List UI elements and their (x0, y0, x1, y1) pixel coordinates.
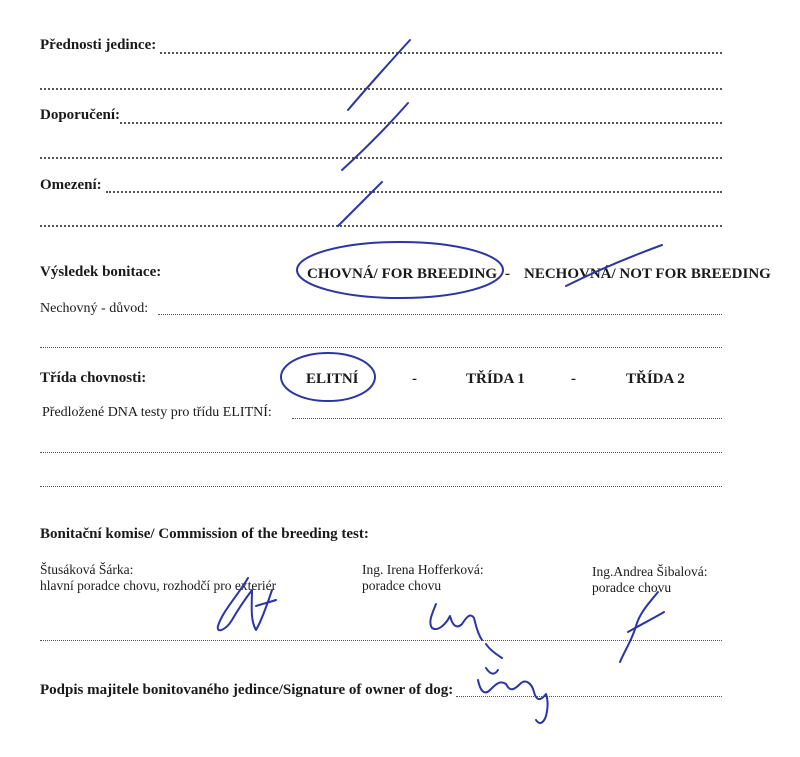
doporuceni-label: Doporučení: (40, 107, 120, 123)
member-1-role: hlavní poradce chovu, rozhodčí pro exteriér (40, 578, 277, 593)
prednosti-label: Přednosti jedince: (40, 37, 157, 53)
nechovny-line-2[interactable] (40, 347, 722, 348)
member-2-role: poradce chovu (362, 578, 442, 593)
class-1[interactable]: TŘÍDA 1 (466, 371, 525, 387)
strike-slash-doporuceni (342, 103, 408, 170)
class-elite[interactable]: ELITNÍ (306, 371, 359, 387)
trida-label: Třída chovnosti: (40, 370, 147, 386)
omezeni-label: Omezení: (40, 177, 102, 193)
owner-signature-line[interactable] (456, 696, 722, 697)
signature-3 (620, 592, 664, 662)
omezeni-line-2[interactable] (40, 225, 722, 227)
class-2[interactable]: TŘÍDA 2 (626, 371, 685, 387)
prednosti-line-1[interactable] (160, 52, 722, 54)
nechovny-duvod-label: Nechovný - důvod: (40, 301, 149, 316)
doporuceni-line-2[interactable] (40, 157, 722, 159)
member-3-name: Ing.Andrea Šibalová: (592, 564, 708, 579)
dna-line-2[interactable] (40, 452, 722, 453)
dna-label: Předložené DNA testy pro třídu ELITNÍ: (42, 405, 272, 420)
option-separator: - (505, 266, 510, 282)
vysledek-label: Výsledek bonitace: (40, 264, 162, 280)
commission-signature-line[interactable] (40, 640, 722, 641)
strike-slash-prednosti (348, 40, 410, 110)
option-for-breeding[interactable]: CHOVNÁ/ FOR BREEDING (307, 266, 498, 282)
owner-signature-label: Podpis majitele bonitovaného jedince/Signature of owner of dog: (40, 682, 454, 698)
class-separator-1: - (412, 371, 417, 387)
omezeni-line-1[interactable] (106, 191, 722, 193)
member-1-name: Štusáková Šárka: (40, 562, 134, 577)
commission-heading: Bonitační komise/ Commission of the breeding test: (40, 526, 369, 542)
signature-2 (430, 604, 502, 658)
prednosti-line-2[interactable] (40, 88, 722, 90)
dna-line-1[interactable] (292, 418, 722, 419)
member-2-name: Ing. Irena Hofferková: (362, 562, 484, 577)
nechovny-line-1[interactable] (158, 314, 722, 315)
class-separator-2: - (571, 371, 576, 387)
option-not-for-breeding[interactable]: NECHOVNÁ/ NOT FOR BREEDING (524, 266, 771, 282)
doporuceni-line-1[interactable] (120, 122, 722, 124)
strike-slash-omezeni (338, 182, 382, 226)
dna-line-3[interactable] (40, 486, 722, 487)
member-3-role: poradce chovu (592, 580, 672, 595)
